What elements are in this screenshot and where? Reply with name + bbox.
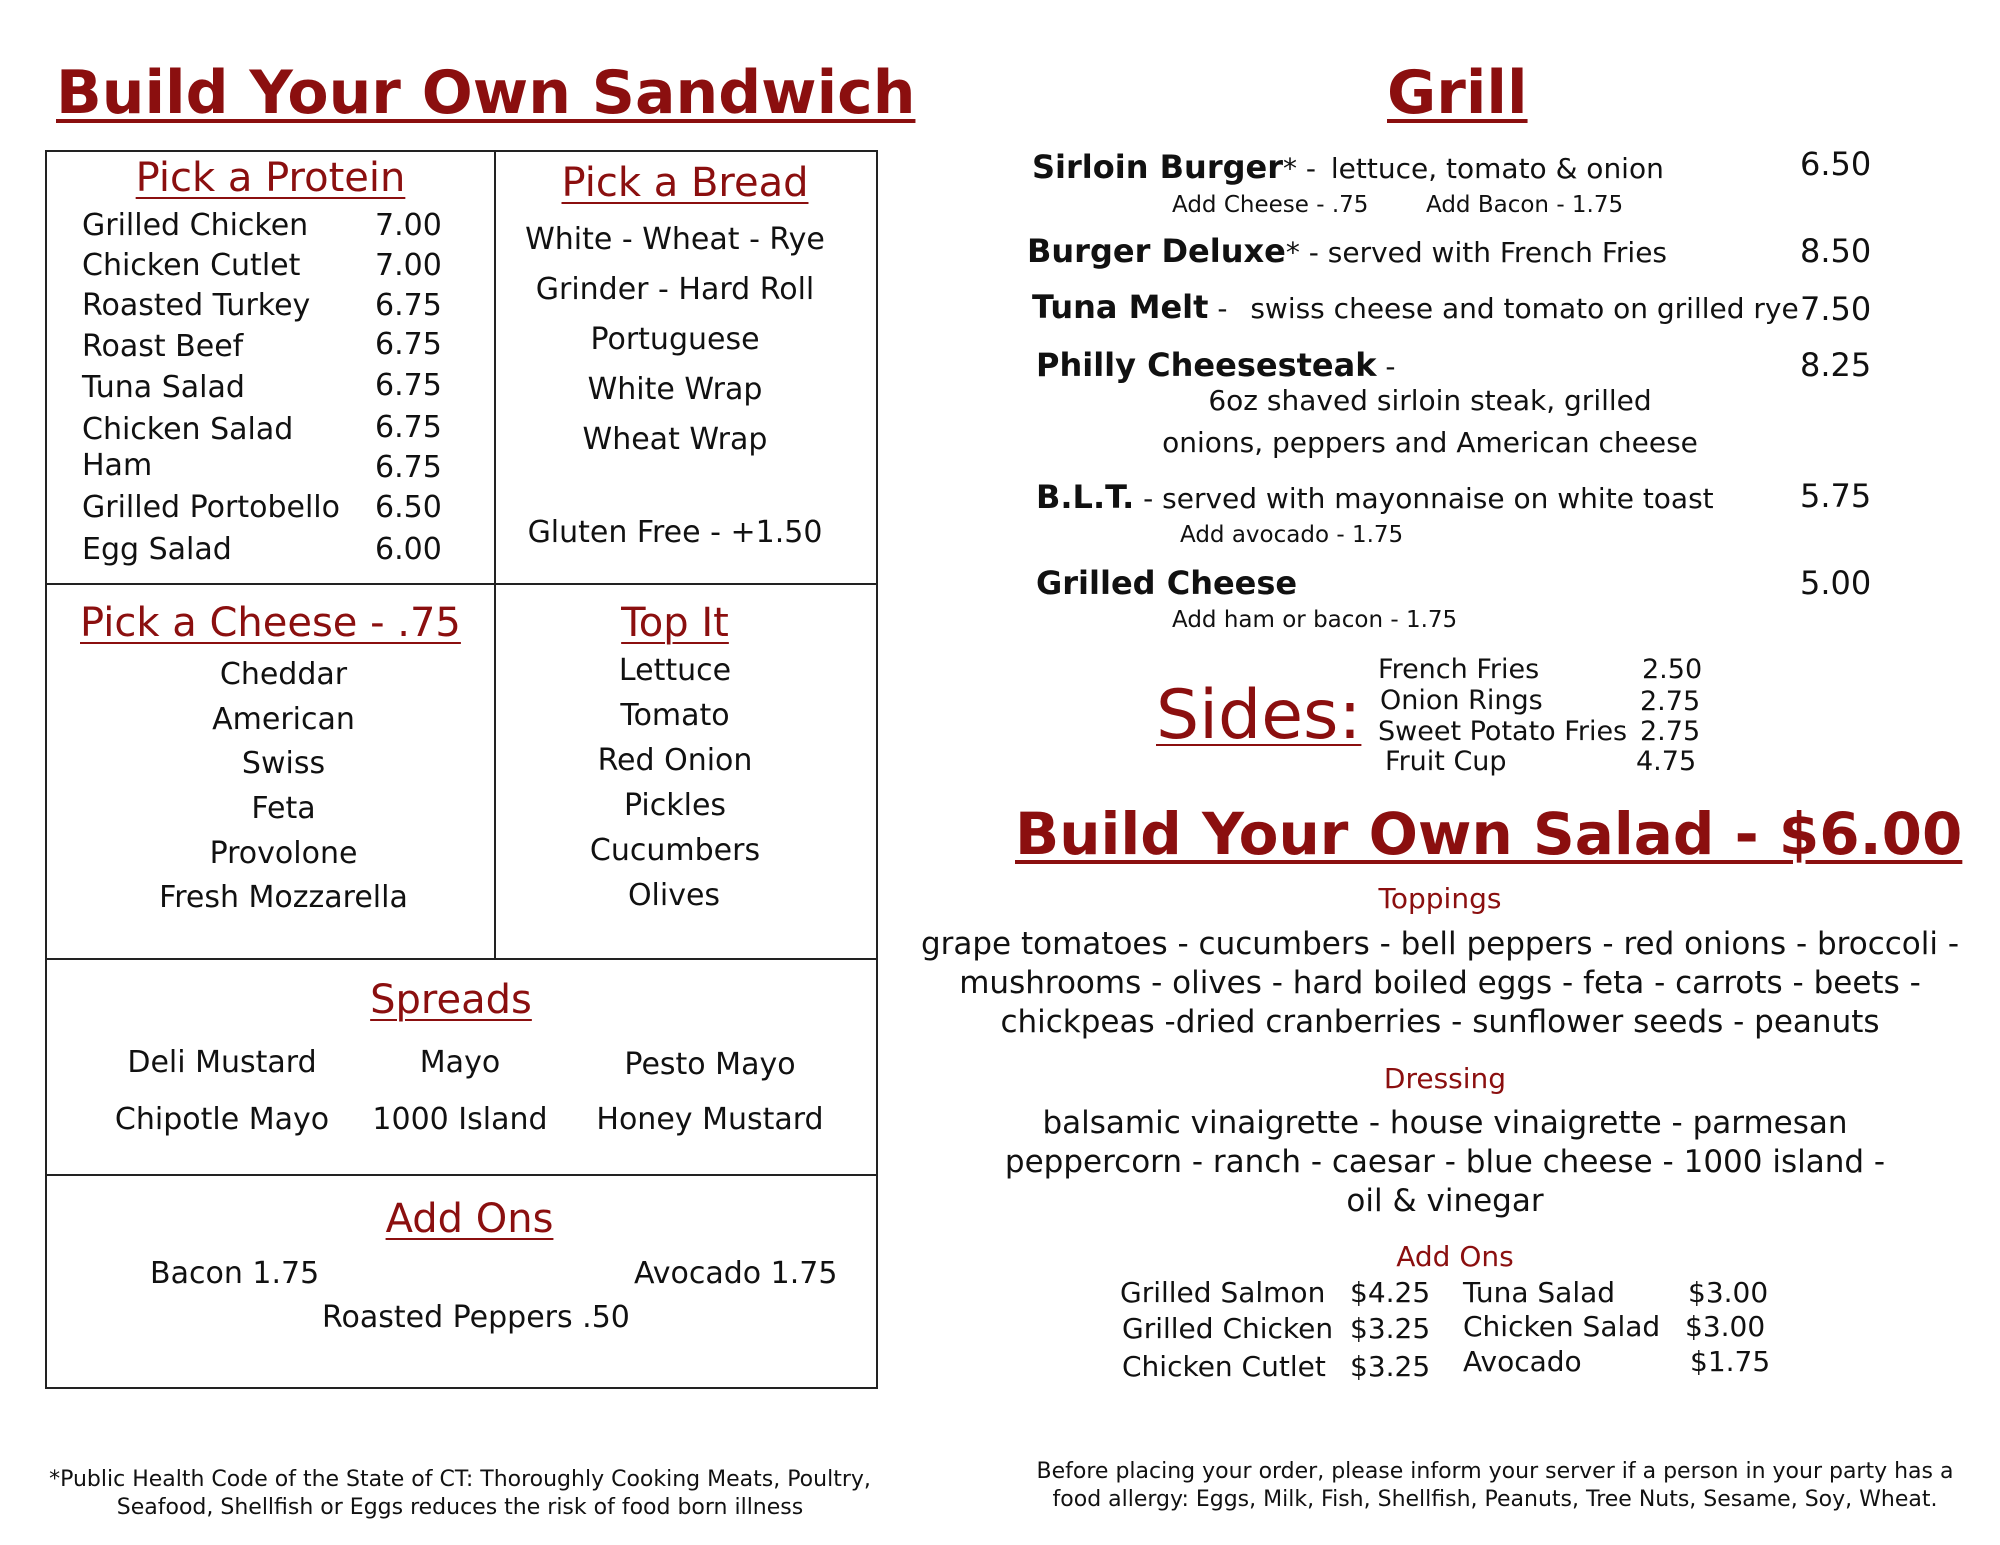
protein-name: Grilled Portobello bbox=[82, 490, 340, 525]
philly-desc: onions, peppers and American cheese bbox=[1162, 426, 1698, 459]
grill-item-price: 5.75 bbox=[1800, 477, 1872, 515]
bread-item: White - Wheat - Rye bbox=[525, 222, 825, 257]
grill-item-price: 8.25 bbox=[1800, 346, 1872, 384]
protein-price: 6.75 bbox=[375, 327, 442, 362]
philly-desc: 6oz shaved sirloin steak, grilled bbox=[1208, 384, 1652, 417]
salad-dressings bbox=[940, 1104, 1950, 1221]
protein-price: 6.75 bbox=[375, 288, 442, 323]
allergy-note bbox=[1015, 1458, 1975, 1513]
grill-item-name: Burger Deluxe bbox=[1027, 232, 1286, 270]
protein-name: Roast Beef bbox=[82, 329, 244, 364]
sirloin-addon-bacon: Add Bacon - 1.75 bbox=[1426, 192, 1624, 218]
side-price: 2.50 bbox=[1642, 654, 1703, 685]
grill-item-desc: swiss cheese and tomato on grilled rye bbox=[1250, 292, 1799, 325]
topping-item: Cucumbers bbox=[589, 833, 761, 868]
salad-dressing-line: oil & vinegar bbox=[1346, 1183, 1544, 1219]
grill-item-price: 7.50 bbox=[1800, 290, 1872, 328]
spread-item: Honey Mustard bbox=[596, 1102, 824, 1137]
grill-item-suffix: - bbox=[1134, 482, 1163, 515]
blt-addon: Add avocado - 1.75 bbox=[1180, 522, 1404, 548]
salad-toppings-line: grape tomatoes - cucumbers - bell peppers - red onions - broccoli - bbox=[920, 926, 1960, 962]
side-price: 2.75 bbox=[1640, 686, 1701, 717]
salad-toppings bbox=[920, 925, 1960, 1042]
grill-item-price: 8.50 bbox=[1800, 232, 1872, 270]
divider-row-3 bbox=[45, 1174, 876, 1176]
protein-heading: Pick a Protein bbox=[135, 155, 406, 201]
protein-name: Egg Salad bbox=[82, 532, 232, 567]
grill-item-name: Tuna Melt bbox=[1032, 288, 1209, 326]
spreads-heading: Spreads bbox=[370, 977, 532, 1023]
health-code-note bbox=[45, 1466, 875, 1521]
addon-roasted-peppers: Roasted Peppers .50 bbox=[322, 1300, 630, 1335]
salad-addon-price: $3.25 bbox=[1350, 1350, 1431, 1383]
protein-price: 6.00 bbox=[375, 532, 442, 567]
grill-item-name: Philly Cheesesteak bbox=[1036, 346, 1377, 384]
protein-name: Tuna Salad bbox=[82, 370, 245, 405]
cheese-item: Swiss bbox=[241, 746, 326, 781]
cheese-item: Cheddar bbox=[219, 657, 348, 692]
grill-item-price: 5.00 bbox=[1800, 564, 1872, 602]
side-name: French Fries bbox=[1378, 654, 1540, 685]
cheese-item: American bbox=[212, 702, 355, 737]
salad-addon-name: Chicken Salad bbox=[1463, 1310, 1661, 1343]
allergy-line: food allergy: Eggs, Milk, Fish, Shellfish, Peanuts, Tree Nuts, Sesame, Soy, Wheat. bbox=[1052, 1486, 1938, 1512]
spread-item: 1000 Island bbox=[372, 1102, 548, 1137]
health-code-line: *Public Health Code of the State of CT: Thoroughly Cooking Meats, Poultry, bbox=[49, 1467, 871, 1492]
grilled-cheese-addon: Add ham or bacon - 1.75 bbox=[1172, 607, 1458, 633]
addon-bacon: Bacon 1.75 bbox=[150, 1256, 320, 1291]
grill-item-suffix: - bbox=[1208, 292, 1237, 325]
spread-item: Chipotle Mayo bbox=[114, 1102, 330, 1137]
salad-dressing-heading: Dressing bbox=[1383, 1062, 1507, 1095]
salad-toppings-line: mushrooms - olives - hard boiled eggs - feta - carrots - beets - bbox=[959, 965, 1921, 1001]
protein-name: Ham bbox=[82, 448, 153, 483]
topping-item: Olives bbox=[627, 878, 721, 913]
grill-item-grilled-cheese: Grilled Cheese bbox=[1036, 564, 1298, 602]
cheese-item: Feta bbox=[251, 791, 316, 826]
health-code-line: Seafood, Shellfish or Eggs reduces the risk of food born illness bbox=[116, 1494, 804, 1520]
salad-title: Build Your Own Salad - $6.00 bbox=[1015, 800, 1963, 868]
bread-item: Portuguese bbox=[590, 322, 760, 357]
side-price: 2.75 bbox=[1640, 716, 1701, 747]
sandwich-title: Build Your Own Sandwich bbox=[56, 58, 916, 128]
protein-name: Roasted Turkey bbox=[82, 288, 311, 323]
protein-name: Chicken Cutlet bbox=[82, 248, 301, 283]
cheese-heading: Pick a Cheese - .75 bbox=[80, 600, 461, 646]
cheese-item: Provolone bbox=[209, 836, 358, 871]
spread-item: Mayo bbox=[419, 1045, 501, 1080]
topping-item: Pickles bbox=[623, 788, 727, 823]
protein-price: 6.75 bbox=[375, 450, 442, 485]
grill-item-blt bbox=[1036, 478, 1714, 516]
protein-name: Grilled Chicken bbox=[82, 208, 309, 243]
protein-price: 6.50 bbox=[375, 490, 442, 525]
grill-item-suffix: - bbox=[1376, 350, 1396, 383]
cheese-item: Fresh Mozzarella bbox=[159, 880, 408, 915]
divider-row-2 bbox=[45, 958, 876, 960]
protein-price: 7.00 bbox=[375, 248, 442, 283]
sandwich-addons-heading: Add Ons bbox=[385, 1196, 554, 1242]
topping-item: Tomato bbox=[620, 698, 730, 733]
grill-item-price: 6.50 bbox=[1800, 145, 1872, 183]
bread-item: White Wrap bbox=[587, 372, 763, 407]
salad-toppings-line: chickpeas -dried cranberries - sunflower seeds - peanuts bbox=[1000, 1004, 1880, 1040]
protein-price: 7.00 bbox=[375, 208, 442, 243]
salad-addon-price: $1.75 bbox=[1690, 1345, 1771, 1378]
divider-row-1 bbox=[45, 583, 876, 585]
grill-title: Grill bbox=[1387, 58, 1528, 128]
side-name: Onion Rings bbox=[1380, 685, 1543, 716]
salad-addon-price: $3.00 bbox=[1688, 1276, 1769, 1309]
grill-item-sirloin-burger bbox=[1032, 148, 1664, 186]
top-it-heading: Top It bbox=[621, 600, 729, 646]
salad-toppings-heading: Toppings bbox=[1378, 882, 1502, 915]
salad-addon-name: Chicken Cutlet bbox=[1122, 1350, 1326, 1383]
grill-item-desc: lettuce, tomato & onion bbox=[1330, 152, 1664, 185]
spread-item: Deli Mustard bbox=[127, 1045, 317, 1080]
topping-item: Lettuce bbox=[618, 653, 732, 688]
protein-price: 6.75 bbox=[375, 368, 442, 403]
grill-item-tuna-melt bbox=[1032, 288, 1799, 326]
gluten-free-option: Gluten Free - +1.50 bbox=[527, 515, 823, 550]
salad-dressing-line: peppercorn - ranch - caesar - blue cheese - 1000 island - bbox=[1004, 1144, 1886, 1180]
grill-item-desc: served with French Fries bbox=[1327, 236, 1668, 269]
salad-addon-name: Grilled Salmon bbox=[1120, 1276, 1326, 1309]
grill-item-suffix: * - bbox=[1282, 152, 1325, 185]
salad-dressing-line: balsamic vinaigrette - house vinaigrette - parmesan bbox=[1042, 1105, 1848, 1141]
salad-addon-name: Avocado bbox=[1463, 1345, 1582, 1378]
topping-item: Red Onion bbox=[597, 743, 753, 778]
bread-heading: Pick a Bread bbox=[561, 160, 809, 206]
salad-addons-heading: Add Ons bbox=[1396, 1240, 1514, 1273]
sides-heading: Sides: bbox=[1156, 676, 1362, 755]
allergy-line: Before placing your order, please inform your server if a person in your party has a bbox=[1036, 1459, 1954, 1484]
spread-item: Pesto Mayo bbox=[624, 1047, 796, 1082]
bread-item: Grinder - Hard Roll bbox=[535, 272, 815, 307]
side-name: Sweet Potato Fries bbox=[1378, 716, 1628, 747]
bread-item: Wheat Wrap bbox=[582, 422, 768, 457]
grill-item-desc: served with mayonnaise on white toast bbox=[1162, 482, 1714, 515]
grill-item-burger-deluxe bbox=[1027, 232, 1667, 270]
salad-addon-name: Tuna Salad bbox=[1463, 1276, 1616, 1309]
salad-addon-price: $3.25 bbox=[1350, 1312, 1431, 1345]
salad-addon-price: $4.25 bbox=[1350, 1276, 1431, 1309]
sirloin-addon-cheese: Add Cheese - .75 bbox=[1172, 192, 1369, 218]
grill-item-name: Sirloin Burger bbox=[1032, 148, 1283, 186]
side-name: Fruit Cup bbox=[1385, 746, 1507, 777]
salad-addon-price: $3.00 bbox=[1685, 1310, 1766, 1343]
addon-avocado: Avocado 1.75 bbox=[634, 1256, 838, 1291]
protein-name: Chicken Salad bbox=[82, 412, 294, 447]
salad-addon-name: Grilled Chicken bbox=[1122, 1312, 1334, 1345]
protein-price: 6.75 bbox=[375, 410, 442, 445]
side-price: 4.75 bbox=[1636, 746, 1697, 777]
grill-item-name: B.L.T. bbox=[1036, 478, 1135, 516]
grill-item-philly-cheesesteak bbox=[1036, 346, 1396, 384]
grill-item-suffix: * - bbox=[1285, 236, 1328, 269]
